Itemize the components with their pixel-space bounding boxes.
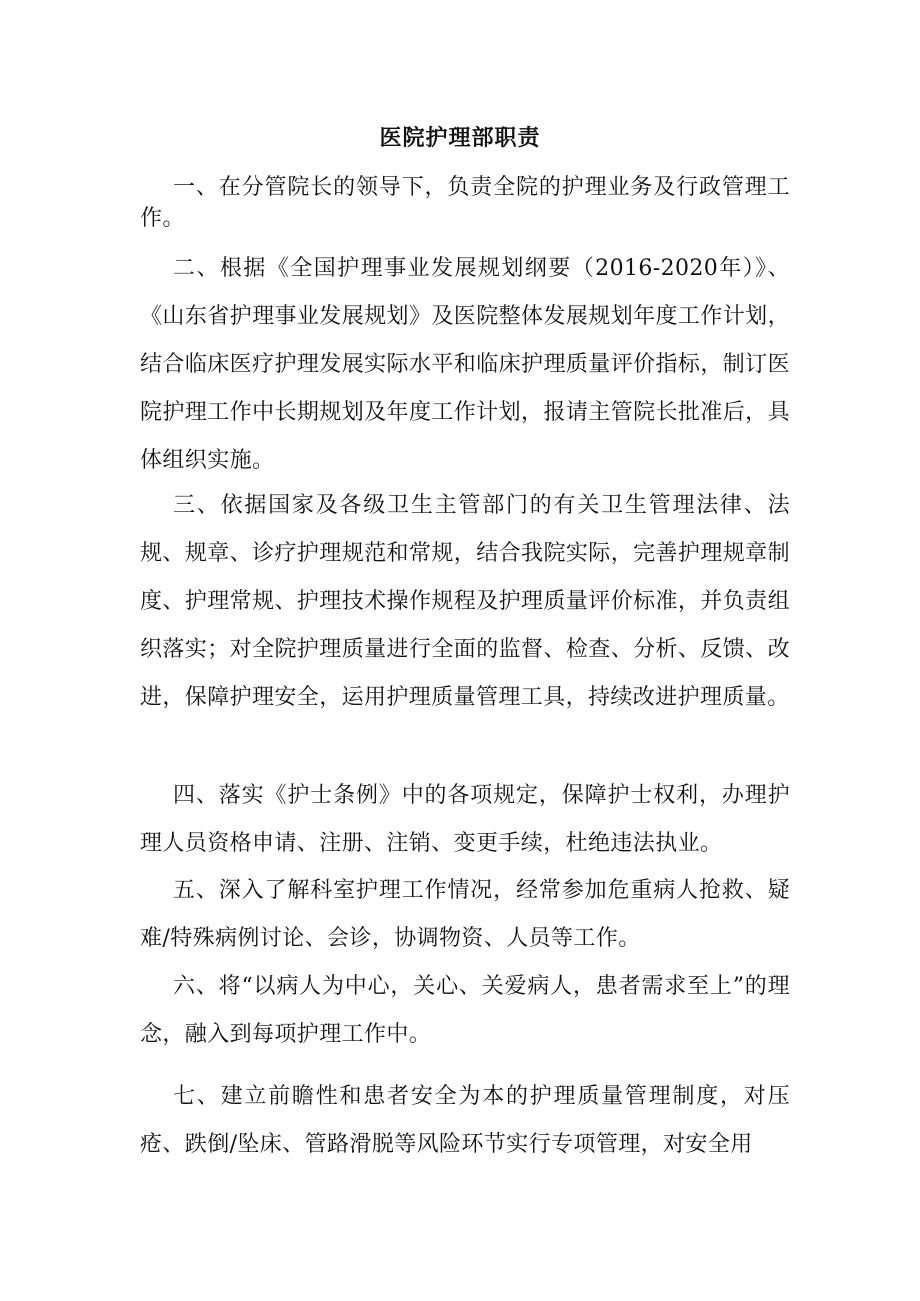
document-title: 医院护理部职责: [379, 125, 541, 151]
paragraph-4: 四、落实《护士条例》中的各项规定，保障护士权利，办理护理人员资格申请、注册、注销、变更手续，杜绝违法执业。: [140, 783, 790, 856]
paragraph-1: 一、在分管院长的领导下，负责全院的护理业务及行政管理工作。: [140, 175, 790, 231]
paragraph-3: 三、依据国家及各级卫生主管部门的有关卫生管理法律、法规、规章、诊疗护理规范和常规，结合我院实际，完善护理规章制度、护理常规、护理技术操作规程及护理质量评价标准，并负责组织落实；对全院护理质量进行全面的监督、检查、分析、反馈、改进，保障护理安全，运用护理质量管理工具，持续改进护理质量。: [140, 493, 790, 710]
paragraph-2: 二、根据《全国护理事业发展规划纲要（2016-2020年）》、《山东省护理事业发展规划》及医院整体发展规划年度工作计划，结合临床医疗护理发展实际水平和临床护理质量评价指标，制订医院护理工作中长期规划及年度工作计划，报请主管院长批准后，具体组织实施。: [140, 256, 790, 473]
paragraph-6: 六、将“以病人为中心，关心、关爱病人，患者需求至上”的理念，融入到每项护理工作中。: [140, 974, 790, 1047]
paragraph-5: 五、深入了解科室护理工作情况，经常参加危重病人抢救、疑难/特殊病例讨论、会诊，协调物资、人员等工作。: [140, 878, 790, 951]
paragraph-7: 七、建立前瞻性和患者安全为本的护理质量管理制度，对压疮、跌倒/坠床、管路滑脱等风险环节实行专项管理，对安全用: [140, 1084, 790, 1157]
